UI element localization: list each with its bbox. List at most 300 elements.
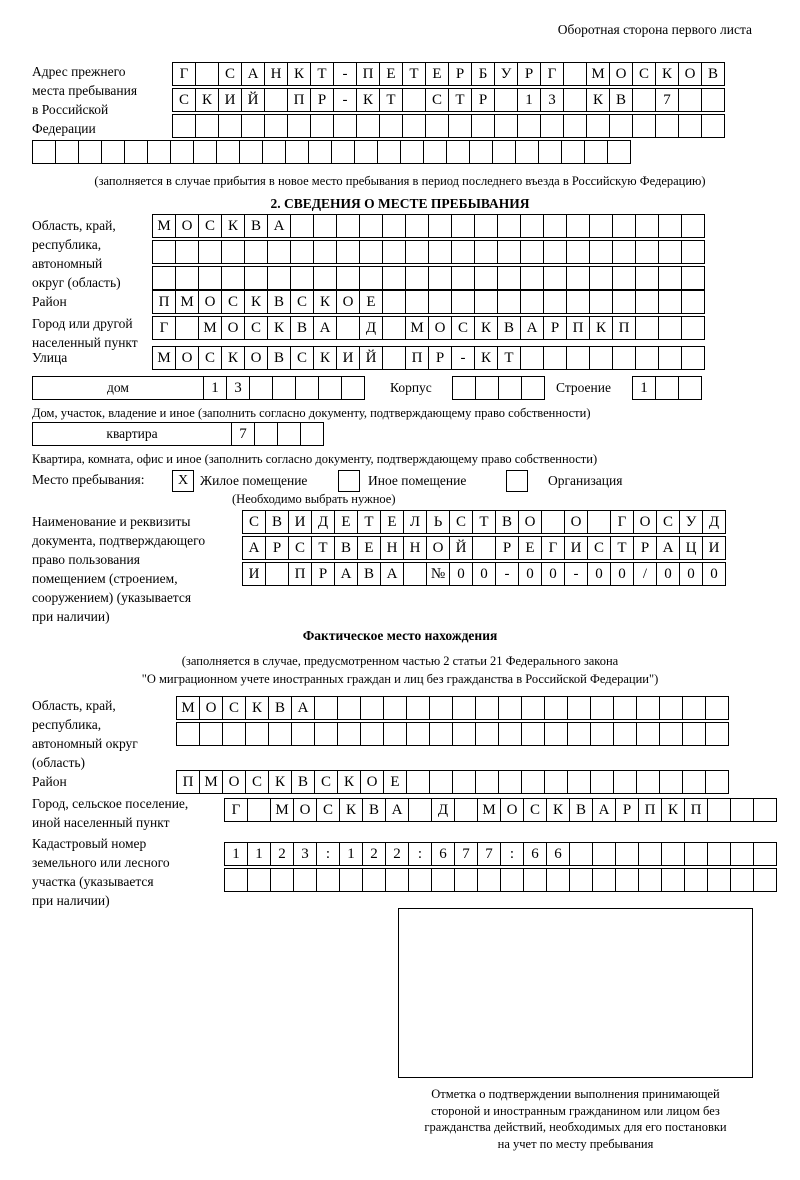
form-cell[interactable] [406, 770, 430, 794]
form-cell[interactable] [264, 88, 288, 112]
form-cell[interactable]: 0 [610, 562, 634, 586]
form-cell[interactable] [494, 88, 518, 112]
form-cell[interactable] [566, 346, 590, 370]
form-cell[interactable]: К [267, 316, 291, 340]
form-cell[interactable] [198, 240, 222, 264]
form-cell[interactable] [544, 722, 568, 746]
form-cell[interactable]: Н [380, 536, 404, 560]
form-cell[interactable]: Н [264, 62, 288, 86]
place-type-checkbox-organization[interactable] [506, 470, 528, 492]
form-cell[interactable]: К [655, 62, 679, 86]
form-cell[interactable]: 1 [247, 842, 271, 866]
actual-region-row-2[interactable] [176, 722, 728, 746]
form-cell[interactable] [290, 240, 314, 264]
form-cell[interactable] [452, 696, 476, 720]
form-cell[interactable] [78, 140, 102, 164]
form-cell[interactable]: К [339, 798, 363, 822]
form-cell[interactable] [613, 696, 637, 720]
form-cell[interactable]: В [290, 316, 314, 340]
form-cell[interactable]: 0 [656, 562, 680, 586]
form-cell[interactable]: Е [357, 536, 381, 560]
form-cell[interactable] [658, 240, 682, 264]
form-cell[interactable] [247, 868, 271, 892]
form-cell[interactable]: И [702, 536, 726, 560]
form-cell[interactable]: О [428, 316, 452, 340]
form-cell[interactable] [678, 88, 702, 112]
form-cell[interactable]: 2 [362, 842, 386, 866]
form-cell[interactable]: К [313, 290, 337, 314]
form-cell[interactable] [354, 140, 378, 164]
form-cell[interactable] [383, 722, 407, 746]
form-cell[interactable] [615, 868, 639, 892]
form-cell[interactable]: Й [449, 536, 473, 560]
form-cell[interactable] [753, 798, 777, 822]
form-cell[interactable] [313, 214, 337, 238]
form-cell[interactable]: Т [402, 62, 426, 86]
form-cell[interactable]: С [656, 510, 680, 534]
form-cell[interactable] [268, 722, 292, 746]
form-cell[interactable] [701, 88, 725, 112]
form-cell[interactable] [360, 696, 384, 720]
form-cell[interactable] [612, 240, 636, 264]
form-cell[interactable]: С [242, 510, 266, 534]
form-cell[interactable]: Г [152, 316, 176, 340]
form-cell[interactable]: О [221, 316, 245, 340]
form-cell[interactable] [543, 240, 567, 264]
form-cell[interactable]: 0 [472, 562, 496, 586]
form-cell[interactable] [428, 240, 452, 264]
form-cell[interactable] [336, 266, 360, 290]
form-cell[interactable] [313, 266, 337, 290]
actual-city-row[interactable] [224, 798, 776, 822]
form-cell[interactable] [589, 240, 613, 264]
form-cell[interactable] [661, 868, 685, 892]
form-cell[interactable] [382, 266, 406, 290]
form-cell[interactable]: О [175, 214, 199, 238]
form-cell[interactable] [382, 290, 406, 314]
form-cell[interactable] [584, 140, 608, 164]
form-cell[interactable] [359, 214, 383, 238]
form-cell[interactable] [55, 140, 79, 164]
form-cell[interactable] [318, 376, 342, 400]
prev-address-row-1[interactable] [172, 62, 724, 86]
form-cell[interactable]: В [357, 562, 381, 586]
form-cell[interactable] [544, 770, 568, 794]
form-cell[interactable] [635, 316, 659, 340]
form-cell[interactable]: 3 [293, 842, 317, 866]
form-cell[interactable] [451, 266, 475, 290]
form-cell[interactable]: Д [311, 510, 335, 534]
form-cell[interactable] [314, 722, 338, 746]
form-cell[interactable] [429, 770, 453, 794]
form-cell[interactable] [589, 214, 613, 238]
form-cell[interactable] [567, 770, 591, 794]
form-cell[interactable] [753, 868, 777, 892]
form-cell[interactable] [300, 422, 324, 446]
form-cell[interactable] [406, 722, 430, 746]
form-cell[interactable]: О [678, 62, 702, 86]
form-cell[interactable]: К [337, 770, 361, 794]
form-cell[interactable]: О [222, 770, 246, 794]
form-cell[interactable] [566, 240, 590, 264]
form-cell[interactable]: С [172, 88, 196, 112]
form-cell[interactable]: А [385, 798, 409, 822]
form-cell[interactable] [333, 114, 357, 138]
form-cell[interactable] [612, 266, 636, 290]
form-cell[interactable]: Т [610, 536, 634, 560]
form-cell[interactable] [561, 140, 585, 164]
form-cell[interactable] [569, 842, 593, 866]
form-cell[interactable]: С [290, 290, 314, 314]
form-cell[interactable] [590, 696, 614, 720]
form-cell[interactable]: Й [241, 88, 265, 112]
form-cell[interactable] [262, 140, 286, 164]
form-cell[interactable] [615, 842, 639, 866]
form-cell[interactable]: Е [379, 62, 403, 86]
document-row-1[interactable] [242, 510, 725, 534]
form-cell[interactable] [290, 266, 314, 290]
form-cell[interactable] [341, 376, 365, 400]
form-cell[interactable] [477, 868, 501, 892]
form-cell[interactable]: С [632, 62, 656, 86]
form-cell[interactable]: И [288, 510, 312, 534]
form-cell[interactable] [448, 114, 472, 138]
form-cell[interactable] [428, 290, 452, 314]
form-cell[interactable] [285, 140, 309, 164]
form-cell[interactable]: 3 [540, 88, 564, 112]
form-cell[interactable] [682, 770, 706, 794]
form-cell[interactable] [359, 266, 383, 290]
form-cell[interactable] [403, 562, 427, 586]
actual-region-row-1[interactable] [176, 696, 728, 720]
form-cell[interactable] [612, 346, 636, 370]
form-cell[interactable] [567, 722, 591, 746]
form-cell[interactable] [221, 240, 245, 264]
form-cell[interactable]: 0 [679, 562, 703, 586]
form-cell[interactable]: П [176, 770, 200, 794]
form-cell[interactable]: М [586, 62, 610, 86]
form-cell[interactable] [589, 346, 613, 370]
form-cell[interactable]: М [270, 798, 294, 822]
form-cell[interactable]: К [589, 316, 613, 340]
form-cell[interactable] [543, 346, 567, 370]
form-cell[interactable]: А [242, 536, 266, 560]
section2-region-row-3[interactable] [152, 266, 704, 290]
form-cell[interactable]: М [199, 770, 223, 794]
form-cell[interactable] [497, 240, 521, 264]
form-cell[interactable] [498, 696, 522, 720]
form-cell[interactable]: Р [265, 536, 289, 560]
form-cell[interactable]: В [569, 798, 593, 822]
form-cell[interactable]: В [497, 316, 521, 340]
form-cell[interactable] [293, 868, 317, 892]
form-cell[interactable]: Д [702, 510, 726, 534]
form-cell[interactable] [475, 722, 499, 746]
form-cell[interactable]: П [612, 316, 636, 340]
form-cell[interactable] [659, 770, 683, 794]
form-cell[interactable]: С [222, 696, 246, 720]
form-cell[interactable]: Е [518, 536, 542, 560]
form-cell[interactable] [684, 868, 708, 892]
form-cell[interactable]: Р [310, 88, 334, 112]
form-cell[interactable] [474, 214, 498, 238]
form-cell[interactable] [638, 842, 662, 866]
form-cell[interactable] [707, 842, 731, 866]
form-cell[interactable]: И [336, 346, 360, 370]
form-cell[interactable] [635, 290, 659, 314]
form-cell[interactable]: Г [610, 510, 634, 534]
form-cell[interactable] [521, 722, 545, 746]
form-cell[interactable]: 6 [431, 842, 455, 866]
form-cell[interactable]: 1 [224, 842, 248, 866]
form-cell[interactable] [175, 266, 199, 290]
form-cell[interactable]: Е [380, 510, 404, 534]
form-cell[interactable] [383, 696, 407, 720]
form-cell[interactable] [316, 868, 340, 892]
form-cell[interactable]: О [175, 346, 199, 370]
form-cell[interactable] [287, 114, 311, 138]
form-cell[interactable] [469, 140, 493, 164]
form-cell[interactable] [198, 266, 222, 290]
form-cell[interactable] [405, 266, 429, 290]
form-cell[interactable]: А [520, 316, 544, 340]
form-cell[interactable]: С [288, 536, 312, 560]
form-cell[interactable] [402, 88, 426, 112]
form-cell[interactable] [425, 114, 449, 138]
form-cell[interactable]: С [587, 536, 611, 560]
form-cell[interactable] [382, 214, 406, 238]
form-cell[interactable]: 1 [517, 88, 541, 112]
form-cell[interactable]: С [451, 316, 475, 340]
form-cell[interactable]: К [287, 62, 311, 86]
form-cell[interactable] [520, 346, 544, 370]
form-cell[interactable] [199, 722, 223, 746]
form-cell[interactable] [678, 376, 702, 400]
form-cell[interactable]: В [609, 88, 633, 112]
form-cell[interactable]: С [425, 88, 449, 112]
form-cell[interactable] [543, 290, 567, 314]
form-cell[interactable] [408, 868, 432, 892]
form-cell[interactable] [254, 422, 278, 446]
form-cell[interactable] [244, 240, 268, 264]
form-cell[interactable]: У [679, 510, 703, 534]
form-cell[interactable] [681, 266, 705, 290]
form-cell[interactable] [290, 214, 314, 238]
form-cell[interactable] [566, 266, 590, 290]
form-cell[interactable]: Д [431, 798, 455, 822]
form-cell[interactable] [520, 240, 544, 264]
form-cell[interactable] [336, 240, 360, 264]
form-cell[interactable]: Н [403, 536, 427, 560]
form-cell[interactable]: Т [311, 536, 335, 560]
form-cell[interactable] [402, 114, 426, 138]
form-cell[interactable] [331, 140, 355, 164]
form-cell[interactable] [563, 88, 587, 112]
form-cell[interactable] [590, 770, 614, 794]
form-cell[interactable] [730, 868, 754, 892]
form-cell[interactable] [152, 240, 176, 264]
form-cell[interactable] [612, 290, 636, 314]
form-cell[interactable] [543, 266, 567, 290]
form-cell[interactable]: 7 [454, 842, 478, 866]
form-cell[interactable]: М [152, 214, 176, 238]
form-cell[interactable]: Р [428, 346, 452, 370]
form-cell[interactable] [454, 798, 478, 822]
form-cell[interactable] [295, 376, 319, 400]
form-cell[interactable] [382, 316, 406, 340]
form-cell[interactable] [272, 376, 296, 400]
form-cell[interactable]: Г [224, 798, 248, 822]
form-cell[interactable] [589, 266, 613, 290]
form-cell[interactable] [400, 140, 424, 164]
form-cell[interactable] [661, 842, 685, 866]
prev-address-row-2[interactable] [172, 88, 724, 112]
form-cell[interactable]: Р [633, 536, 657, 560]
form-cell[interactable]: 0 [518, 562, 542, 586]
form-cell[interactable]: М [477, 798, 501, 822]
form-cell[interactable] [681, 214, 705, 238]
form-cell[interactable] [475, 696, 499, 720]
form-cell[interactable] [658, 346, 682, 370]
form-cell[interactable] [607, 140, 631, 164]
form-cell[interactable] [471, 114, 495, 138]
form-cell[interactable] [241, 114, 265, 138]
form-cell[interactable] [730, 842, 754, 866]
form-cell[interactable]: 7 [655, 88, 679, 112]
form-cell[interactable] [705, 722, 729, 746]
form-cell[interactable]: П [566, 316, 590, 340]
form-cell[interactable] [308, 140, 332, 164]
form-cell[interactable]: П [638, 798, 662, 822]
form-cell[interactable] [632, 88, 656, 112]
form-cell[interactable] [405, 214, 429, 238]
form-cell[interactable]: В [267, 346, 291, 370]
form-cell[interactable]: 1 [632, 376, 656, 400]
form-cell[interactable]: О [199, 696, 223, 720]
form-cell[interactable]: - [564, 562, 588, 586]
form-cell[interactable] [635, 346, 659, 370]
form-cell[interactable] [707, 798, 731, 822]
form-cell[interactable] [521, 696, 545, 720]
form-cell[interactable] [451, 240, 475, 264]
form-cell[interactable]: О [564, 510, 588, 534]
form-cell[interactable] [405, 290, 429, 314]
form-cell[interactable] [221, 266, 245, 290]
form-cell[interactable]: 3 [226, 376, 250, 400]
form-cell[interactable] [408, 798, 432, 822]
form-cell[interactable]: К [474, 316, 498, 340]
form-cell[interactable]: В [362, 798, 386, 822]
form-cell[interactable] [377, 140, 401, 164]
form-cell[interactable] [586, 114, 610, 138]
form-cell[interactable] [730, 798, 754, 822]
form-cell[interactable] [336, 214, 360, 238]
form-cell[interactable] [658, 316, 682, 340]
form-cell[interactable] [635, 266, 659, 290]
form-cell[interactable] [337, 696, 361, 720]
form-cell[interactable]: П [405, 346, 429, 370]
form-cell[interactable]: Г [172, 62, 196, 86]
form-cell[interactable]: О [633, 510, 657, 534]
form-cell[interactable] [589, 290, 613, 314]
form-cell[interactable] [475, 770, 499, 794]
form-cell[interactable]: В [267, 290, 291, 314]
form-cell[interactable] [520, 214, 544, 238]
form-cell[interactable] [222, 722, 246, 746]
form-cell[interactable] [705, 770, 729, 794]
form-cell[interactable] [336, 316, 360, 340]
form-cell[interactable] [681, 346, 705, 370]
flat-cells[interactable] [231, 422, 323, 446]
form-cell[interactable]: К [195, 88, 219, 112]
form-cell[interactable] [497, 266, 521, 290]
form-cell[interactable]: А [291, 696, 315, 720]
form-cell[interactable]: М [176, 696, 200, 720]
form-cell[interactable]: М [152, 346, 176, 370]
form-cell[interactable] [636, 696, 660, 720]
form-cell[interactable] [655, 376, 679, 400]
form-cell[interactable] [216, 140, 240, 164]
prev-address-row-3[interactable] [172, 114, 724, 138]
form-cell[interactable]: С [198, 214, 222, 238]
form-cell[interactable]: Р [543, 316, 567, 340]
form-cell[interactable] [636, 770, 660, 794]
form-cell[interactable] [682, 722, 706, 746]
form-cell[interactable] [538, 140, 562, 164]
form-cell[interactable] [193, 140, 217, 164]
form-cell[interactable] [636, 722, 660, 746]
form-cell[interactable] [520, 290, 544, 314]
form-cell[interactable] [431, 868, 455, 892]
form-cell[interactable]: Г [541, 536, 565, 560]
form-cell[interactable]: Т [448, 88, 472, 112]
form-cell[interactable]: Ц [679, 536, 703, 560]
form-cell[interactable]: К [474, 346, 498, 370]
form-cell[interactable]: : [408, 842, 432, 866]
form-cell[interactable] [175, 316, 199, 340]
form-cell[interactable]: П [684, 798, 708, 822]
form-cell[interactable]: О [244, 346, 268, 370]
form-cell[interactable] [658, 266, 682, 290]
form-cell[interactable] [498, 722, 522, 746]
form-cell[interactable] [567, 696, 591, 720]
form-cell[interactable] [265, 562, 289, 586]
form-cell[interactable]: Т [357, 510, 381, 534]
form-cell[interactable]: К [245, 696, 269, 720]
form-cell[interactable]: Р [495, 536, 519, 560]
form-cell[interactable]: К [244, 290, 268, 314]
form-cell[interactable] [428, 266, 452, 290]
form-cell[interactable] [454, 868, 478, 892]
section2-city-row[interactable] [152, 316, 704, 340]
form-cell[interactable]: П [288, 562, 312, 586]
form-cell[interactable] [521, 770, 545, 794]
form-cell[interactable]: К [313, 346, 337, 370]
form-cell[interactable] [659, 696, 683, 720]
form-cell[interactable]: М [405, 316, 429, 340]
form-cell[interactable] [267, 266, 291, 290]
form-cell[interactable] [406, 696, 430, 720]
form-cell[interactable]: - [495, 562, 519, 586]
form-cell[interactable] [515, 140, 539, 164]
form-cell[interactable] [247, 798, 271, 822]
house-number-cells[interactable] [203, 376, 364, 400]
form-cell[interactable] [753, 842, 777, 866]
form-cell[interactable] [613, 770, 637, 794]
form-cell[interactable]: Ь [426, 510, 450, 534]
form-cell[interactable]: С [244, 316, 268, 340]
form-cell[interactable] [612, 214, 636, 238]
